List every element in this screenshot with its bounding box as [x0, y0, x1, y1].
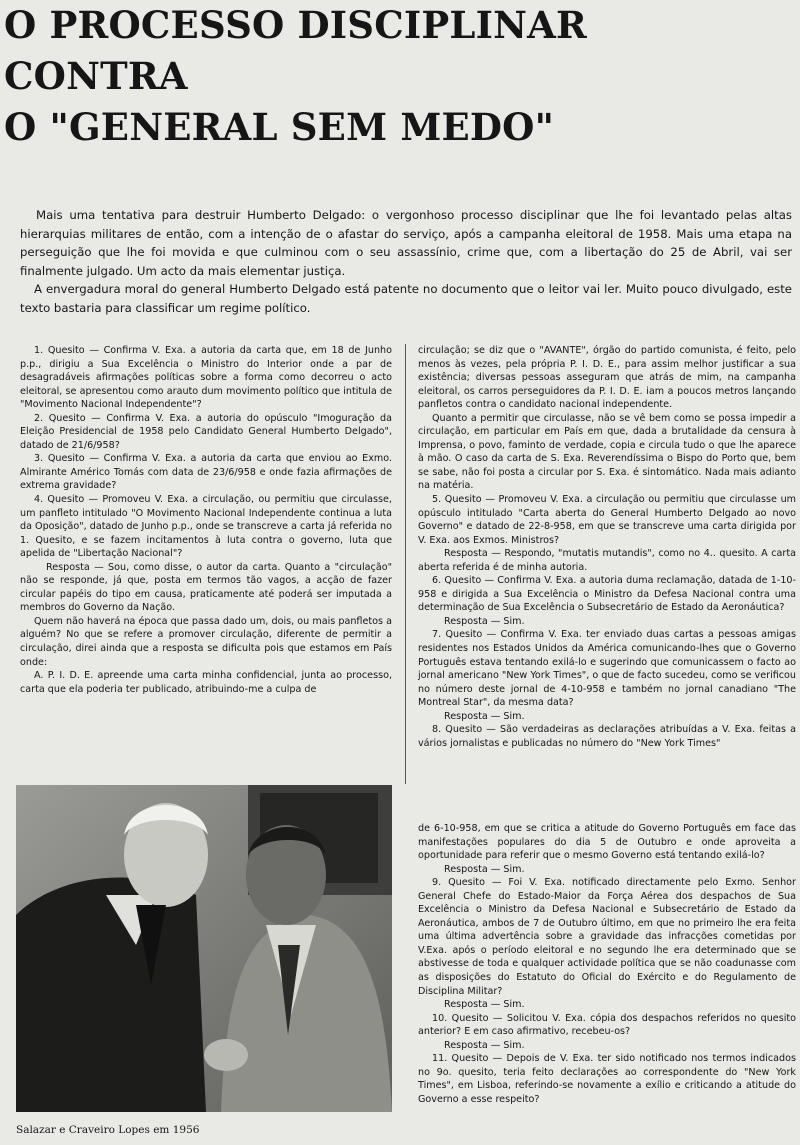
resposta-4-pide: A. P. I. D. E. apreende uma carta minha confidencial, junta ao processo, carta que ela poderia ter publicado, atribuindo-me a culpa de — [20, 670, 392, 695]
lead-paragraphs — [20, 206, 792, 318]
resposta-6: Resposta — Sim. — [444, 615, 525, 627]
title-line-2: CONTRA — [4, 54, 188, 98]
title-line-3: O "GENERAL SEM MEDO" — [4, 105, 555, 149]
right-column-top — [418, 344, 796, 750]
resposta-4-circulacao: circulação; se diz que o "AVANTE", órgão do partido comunista, é feito, pelo menos às vezes, pela própria P. I. D. E., para assim melhor justificar a sua existência; diversas pessoas asseguram que atrás de mim, na campanha eleitoral, os carros perseguidores da P. I. D. E. iam a poucos metros lançando panfletos contra o candidato nacional independente. — [418, 345, 796, 411]
resposta-4-continued: Quem não haverá na época que passa dado um, dois, ou mais panfletos a alguém? No que se refere a promover circulação, diferente de permitir a circulação, direi ainda que a resposta se dificulta pois que estamos em País onde: — [20, 615, 392, 668]
quesito-2: 2. Quesito — Confirma V. Exa. a autoria do opúsculo "Imoguração da Eleição Presidencial de 1958 pelo Candidato General Humberto Delgado", datado de 21/6/958? — [20, 412, 392, 451]
quesito-5: 5. Quesito — Promoveu V. Exa. a circulação ou permitiu que circulasse um opúsculo intitulado "Carta aberta do General Humberto Delgado ao novo Governo" e datado de 22-8-958, em que se transcreve uma carta dirigida por V. Exa. aos Exmos. Ministros? — [418, 494, 796, 546]
left-column — [20, 344, 392, 696]
title-line-1: O PROCESSO DISCIPLINAR — [4, 3, 587, 47]
resposta-9: Resposta — Sim. — [444, 999, 525, 1011]
quesito-9: 9. Quesito — Foi V. Exa. notificado directamente pelo Exmo. Senhor General Chefe do Estado-Maior da Força Aérea dos despachos de Sua Excelência o Ministro da Defesa Nacional e Subsecretário de Estado da Aeronáutica, ambos de 7 de Outubro último, em que no primeiro lhe era feita uma última advertência sobre a gravidade das infracções cometidas por V.Exa. após o período eleitoral e no segundo lhe era determinado que se abstivesse de toda e qualquer actividade política que se não coadunasse com as disposições do Estatuto do Oficial do Exército e do Regulamento de Disciplina Militar? — [418, 877, 796, 997]
quesito-8-continued: de 6-10-958, em que se critica a atitude do Governo Português em face das manifestações populares do dia 5 de Outubro e onde aproveita a oportunidade para referir que o mesmo Governo está tentando exilá-lo? — [418, 823, 796, 862]
quesito-8: 8. Quesito — São verdadeiras as declarações atribuídas a V. Exa. feitas a vários jornalistas e publicadas no número do "New York Times" — [418, 724, 796, 749]
quesito-6: 6. Quesito — Confirma V. Exa. a autoria duma reclamação, datada de 1-10-958 e dirigida a Sua Excelência o Ministro da Defesa Nacional contra uma determinação de Sua Excelência o Subsecretário de Estado da Aeronáutica? — [418, 575, 796, 614]
quesito-1: 1. Quesito — Confirma V. Exa. a autoria da carta que, em 18 de Junho p.p., dirigiu a Sua Excelência o Ministro do Interior onde a par de desagradáveis afirmações políticas sobre a forma como decorreu o acto eleitoral, se apresentou como arauto dum movimento político que intitula de "Movimento Nacional Independente"? — [20, 345, 392, 411]
article-title — [4, 0, 704, 153]
photo-caption: Salazar e Craveiro Lopes em 1956 — [16, 1124, 200, 1136]
resposta-4-permitir: Quanto a permitir que circulasse, não se vê bem como se possa impedir a circulação, em particular em País em que, dada a brutalidade da censura à Imprensa, o povo, faminto de verdade, copia e circula tudo o que lhe aparece à mão. O caso da carta de S. Exa. Reverendíssima o Bispo do Porto que, bem se sabe, não foi posta a circular por S. Exa. é sintomático. Nada mais adianto na matéria. — [418, 412, 796, 492]
quesito-7: 7. Quesito — Confirma V. Exa. ter enviado duas cartas a pessoas amigas residentes nos Estados Unidos da América comunicando-lhes que o Governo Português estava tentando exilá-lo e sugerindo que comunicassem o facto ao jornal americano "New York Times", o que de facto sucedeu, como se verificou no número deste jornal de 4-10-958 e também no jornal canadiano "The Montreal Star", da mesma data? — [418, 629, 796, 709]
right-column-bottom — [418, 822, 796, 1106]
column-divider — [405, 344, 406, 784]
quesito-4: 4. Quesito — Promoveu V. Exa. a circulação, ou permitiu que circulasse, um panfleto intitulado "O Movimento Nacional Independente continua a luta da Oposição", datado de Junho p.p., onde se transcreve a carta já referida no 1. Quesito, e se fazem incitamentos à luta contra o governo, luta que apelida de "Libertação Nacional"? — [20, 494, 392, 560]
resposta-8: Resposta — Sim. — [444, 863, 525, 875]
lead-paragraph-1: Mais uma tentativa para destruir Humberto Delgado: o vergonhoso processo disciplinar que lhe foi levantado pelas altas hierarquias militares de então, com a intenção de o afastar do serviço, após a campanha eleitoral de 1958. Mais uma etapa na perseguição que lhe foi movida e que culminou com o seu assassínio, crime que, com a libertação do 25 de Abril, vai ser finalmente julgado. Um acto da mais elementar justiça. — [20, 208, 792, 278]
resposta-4: Resposta — Sou, como disse, o autor da carta. Quanto a "circulação" não se responde, já que, posta em termos tão vagos, a acção de fazer circular papéis do tipo em causa, praticamente até poderá ser imputada a membros do Governo da Nação. — [20, 561, 392, 614]
lead-paragraph-2: A envergadura moral do general Humberto Delgado está patente no documento que o leitor vai ler. Muito pouco divulgado, este texto bastaria para classificar um regime político. — [20, 282, 792, 315]
quesito-10: 10. Quesito — Solicitou V. Exa. cópia dos despachos referidos no quesito anterior? E em caso afirmativo, recebeu-os? — [418, 1012, 796, 1038]
historical-photo — [16, 785, 392, 1112]
quesito-3: 3. Quesito — Confirma V. Exa. a autoria da carta que enviou ao Exmo. Almirante Américo Tomás com data de 23/6/958 e onde fazia afirmações de extrema gravidade? — [20, 453, 392, 492]
resposta-10: Resposta — Sim. — [444, 1039, 525, 1051]
quesito-11: 11. Quesito — Depois de V. Exa. ter sido notificado nos termos indicados no 9o. quesito, teria feito declarações ao correspondente do "New York Times", em Lisboa, referindo-se novamente a exílio e criticando a atitude do Governo a esse respeito? — [418, 1053, 796, 1105]
resposta-7: Resposta — Sim. — [444, 710, 525, 722]
photo-illustration — [16, 785, 392, 1112]
resposta-5: Resposta — Respondo, "mutatis mutandis", como no 4.. quesito. A carta aberta referida é de minha autoria. — [418, 548, 796, 573]
